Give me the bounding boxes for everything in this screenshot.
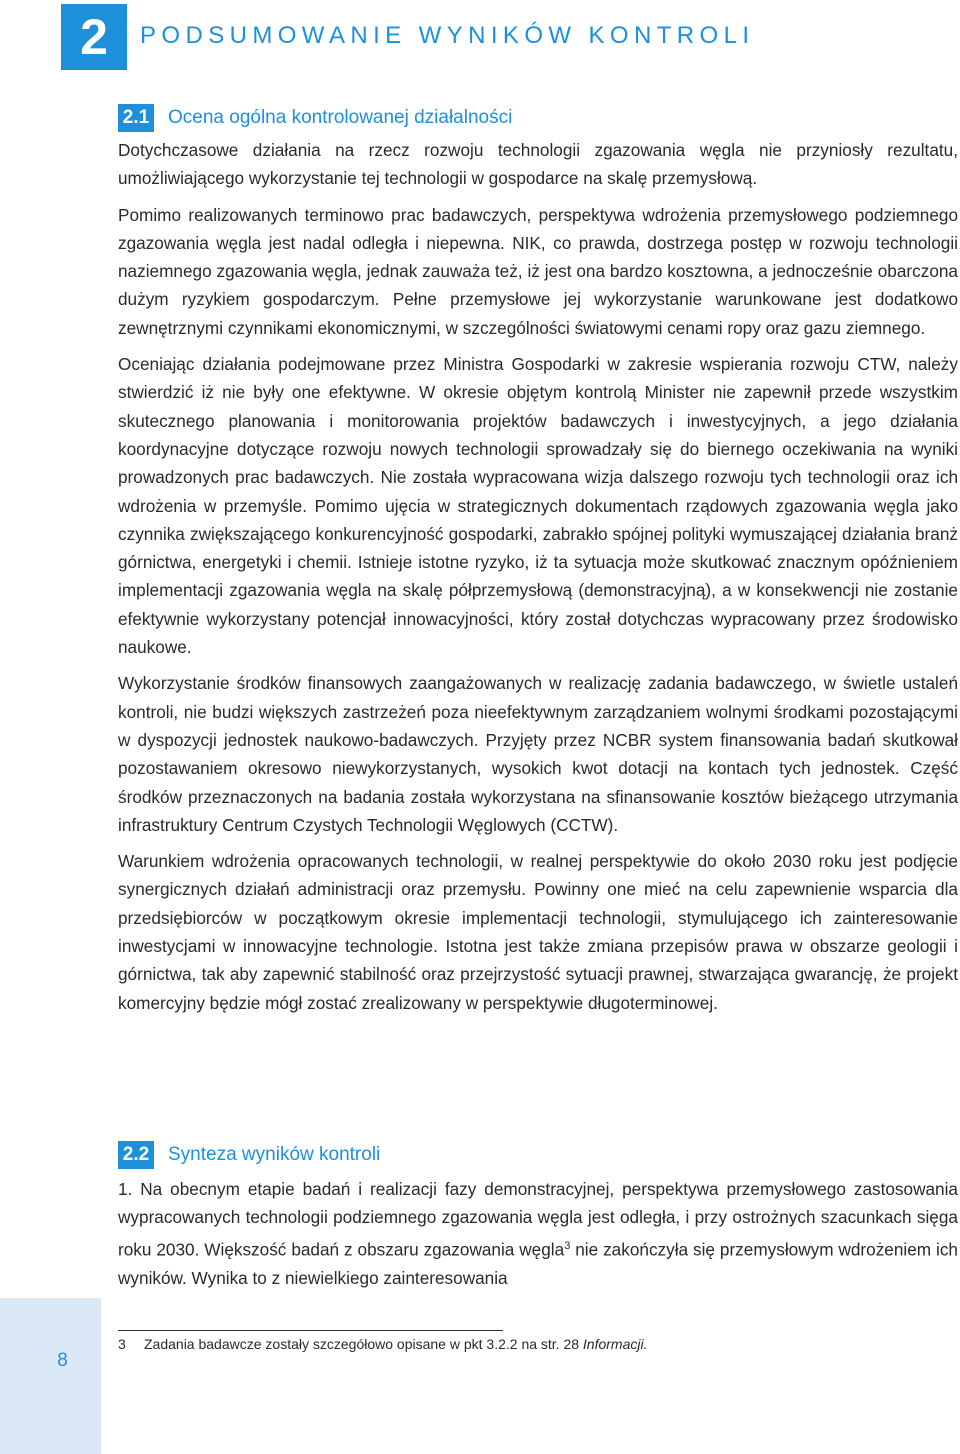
list-item-text: 1. Na obecnym etapie badań i realizacji fazy demonstracyjnej, perspektywa przemysłowego zastosowania wypracowanych technologii podziemnego zgazowania węgla jest odległa, i przy ostrożnych szacunkach sięga roku 2030. Większość badań z obszaru zgazowania węgla	[118, 1179, 958, 1260]
section-title: Synteza wyników kontroli	[168, 1144, 381, 1165]
page-number-tab	[0, 1298, 101, 1454]
section-heading-2-2	[118, 1141, 380, 1169]
footnote-text: Zadania badawcze zostały szczegółowo opisane w pkt 3.2.2 na str. 28	[144, 1336, 583, 1352]
chapter-title: PODSUMOWANIE WYNIKÓW KONTROLI	[140, 22, 755, 49]
section-heading-2-1	[118, 104, 512, 132]
chapter-number: 2	[61, 4, 127, 70]
footnote	[118, 1334, 648, 1354]
section-2-1-body	[118, 136, 958, 1025]
page-number: 8	[57, 1350, 68, 1371]
section-2-2-body	[118, 1175, 958, 1300]
list-item-text: nie zakończyła się przemysłowym wdrożeniem ich wyników. Wynika to z niewielkiego zainteresowania	[118, 1239, 958, 1288]
footnote-reference[interactable]: 3	[564, 1239, 571, 1252]
footnote-divider	[118, 1330, 503, 1331]
paragraph: Dotychczasowe działania na rzecz rozwoju technologii zgazowania węgla nie przyniosły rezultatu, umożliwiającego wykorzystanie tej technologii w gospodarce na skalę przemysłową.	[118, 140, 958, 189]
paragraph: Pomimo realizowanych terminowo prac badawczych, perspektywa wdrożenia przemysłowego podziemnego zgazowania węgla jest nadal odległa i niepewna. NIK, co prawda, dostrzega postęp w rozwoju technologii naziemnego zgazowania węgla, jednak zauważa też, iż jest ona bardzo kosztowna, a jednocześnie obarczona dużym ryzykiem gospodarczym. Pełne przemysłowe jej wykorzystanie warunkowane jest dodatkowo zewnętrznymi czynnikami ekonomicznymi, w szczególności światowymi cenami ropy oraz gazu ziemnego.	[118, 204, 958, 338]
section-title: Ocena ogólna kontrolowanej działalności	[168, 107, 513, 128]
paragraph: Warunkiem wdrożenia opracowanych technologii, w realnej perspektywie do około 2030 roku jest podjęcie synergicznych działań administracji oraz przemysłu. Powinny one mieć na celu zapewnienie wsparcia dla przedsiębiorców w początkowym okresie implementacji technologii, stymulującego ich zainteresowanie inwestycjami w innowacyjne technologie. Istotna jest także zmiana przepisów prawa w obszarze geologii i górnictwa, tak aby zapewnić stabilność oraz przejrzystość sytuacji prawnej, stwarzająca gwarancję, że projekt komercyjny będzie mógł zostać zrealizowany w perspektywie długoterminowej.	[118, 851, 958, 1013]
footnote-italic-text: Informacji.	[582, 1336, 648, 1352]
section-number: 2.2	[118, 1141, 154, 1169]
footnote-mark: 3	[118, 1336, 126, 1352]
paragraph: Wykorzystanie środków finansowych zaangażowanych w realizację zadania badawczego, w świetle ustaleń kontroli, nie budzi większych zastrzeżeń poza nieefektywnym zarządzaniem wolnymi środkami pozostającymi w dyspozycji jednostek naukowo-badawczych. Przyjęty przez NCBR system finansowania badań skutkował pozostawaniem okresowo niewykorzystanych, wysokich kwot dotacji na kontach tych jednostek. Część środków przeznaczonych na badania została wykorzystana na sfinansowanie kosztów bieżącego utrzymania infrastruktury Centrum Czystych Technologii Węglowych (CCTW).	[118, 673, 958, 835]
list-item	[118, 1175, 958, 1292]
section-number: 2.1	[118, 104, 154, 132]
paragraph: Oceniając działania podejmowane przez Ministra Gospodarki w zakresie wspierania rozwoju CTW, należy stwierdzić iż nie były one efektywne. W okresie objętym kontrolą Minister nie zapewnił przede wszystkim skutecznego planowania i monitorowania projektów badawczych i inwestycyjnych, a jego działania koordynacyjne dotyczące rozwoju nowych technologii sprowadzały się do biernego oczekiwania na wyniki prowadzonych prac badawczych. Nie została wypracowana wizja dalszego rozwoju tych technologii oraz ich wdrożenia w przemyśle. Pomimo ujęcia w strategicznych dokumentach rządowych zgazowania węgla jako czynnika zwiększającego konkurencyjność gospodarki, zabrakło spójnej polityki wymuszającej działania branż górnictwa, energetyki i chemii. Istnieje istotne ryzyko, iż ta sytuacja może skutkować znacznym opóźnieniem implementacji zgazowania węgla na skalę półprzemysłową (demonstracyjną), a w konsekwencji nie zostanie efektywnie wykorzystany potencjał innowacyjności, który został dotychczas wypracowany przez środowisko naukowe.	[118, 354, 958, 658]
